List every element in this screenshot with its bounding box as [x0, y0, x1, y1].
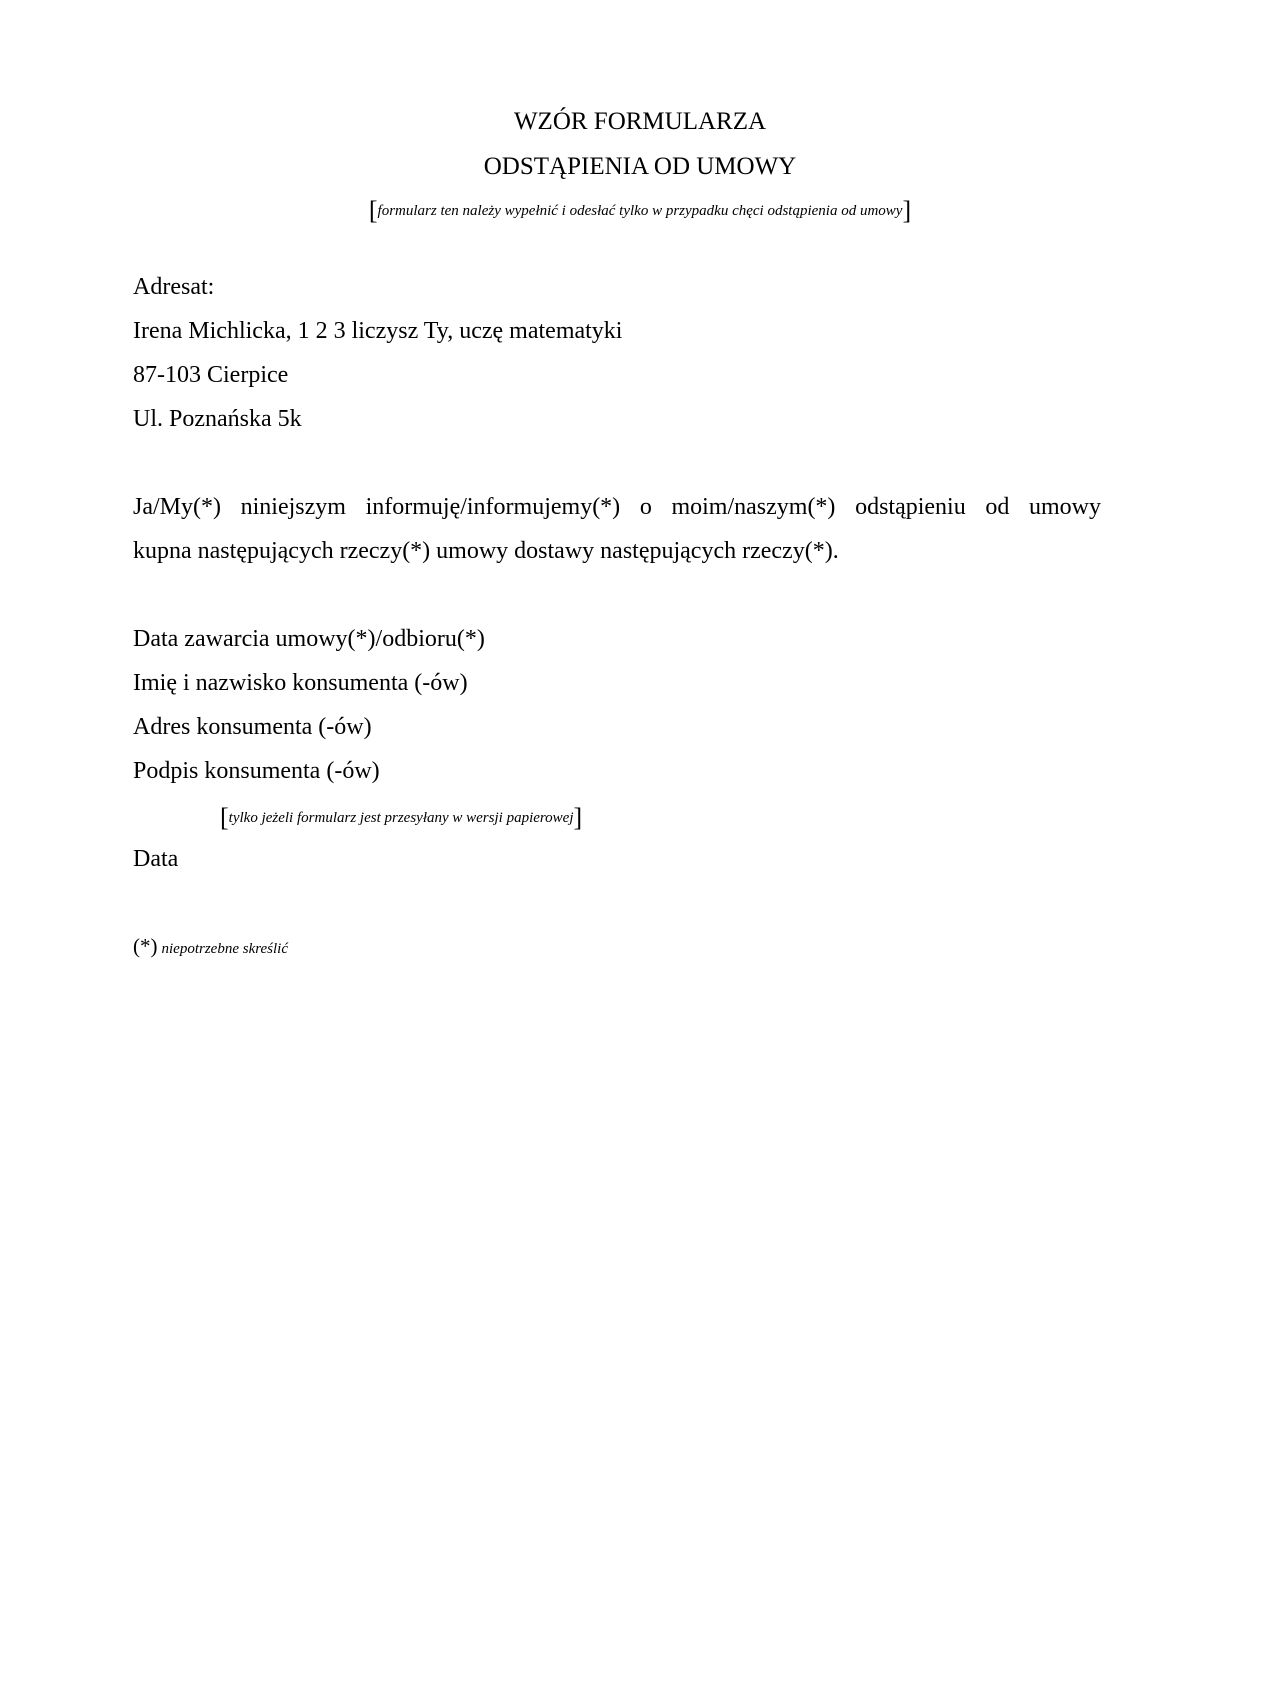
withdrawal-statement-line-2: kupna następujących rzeczy(*) umowy dostawy następujących rzeczy(*). [133, 538, 839, 564]
footnote-text: niepotrzebne skreślić [161, 941, 288, 957]
consumer-name-field: Imię i nazwisko konsumenta (-ów) [133, 670, 468, 696]
signature-note-bracket-close: ] [573, 803, 583, 832]
addressee-label: Adresat: [133, 274, 215, 300]
addressee-postal: 87-103 Cierpice [133, 362, 289, 388]
instruction-text: formularz ten należy wypełnić i odesłać tylko w przypadku chęci odstąpienia od umowy [377, 203, 903, 219]
signature-note-text: tylko jeżeli formularz jest przesyłany w wersji papierowej [228, 810, 574, 826]
form-subtitle: ODSTĄPIENIA OD UMOWY [483, 153, 797, 180]
footnote [133, 933, 288, 962]
withdrawal-statement-line-1: Ja/My(*) niniejszym informuję/informujemy(*) o moim/naszym(*) odstąpieniu od umowy [133, 494, 1101, 520]
signature-note [220, 803, 583, 832]
consumer-signature-field: Podpis konsumenta (-ów) [133, 758, 380, 784]
consumer-address-field: Adres konsumenta (-ów) [133, 714, 372, 740]
contract-date-field: Data zawarcia umowy(*)/odbioru(*) [133, 626, 485, 652]
addressee-name: Irena Michlicka, 1 2 3 liczysz Ty, uczę matematyki [133, 318, 623, 344]
instruction-bracket-open: [ [368, 196, 378, 225]
date-field: Data [133, 846, 179, 872]
instruction-note [0, 196, 1280, 225]
form-title: WZÓR FORMULARZA [513, 108, 767, 135]
instruction-bracket-close: ] [902, 196, 912, 225]
footnote-marker: (*) [133, 934, 158, 958]
addressee-street: Ul. Poznańska 5k [133, 406, 302, 432]
signature-note-bracket-open: [ [220, 803, 229, 832]
